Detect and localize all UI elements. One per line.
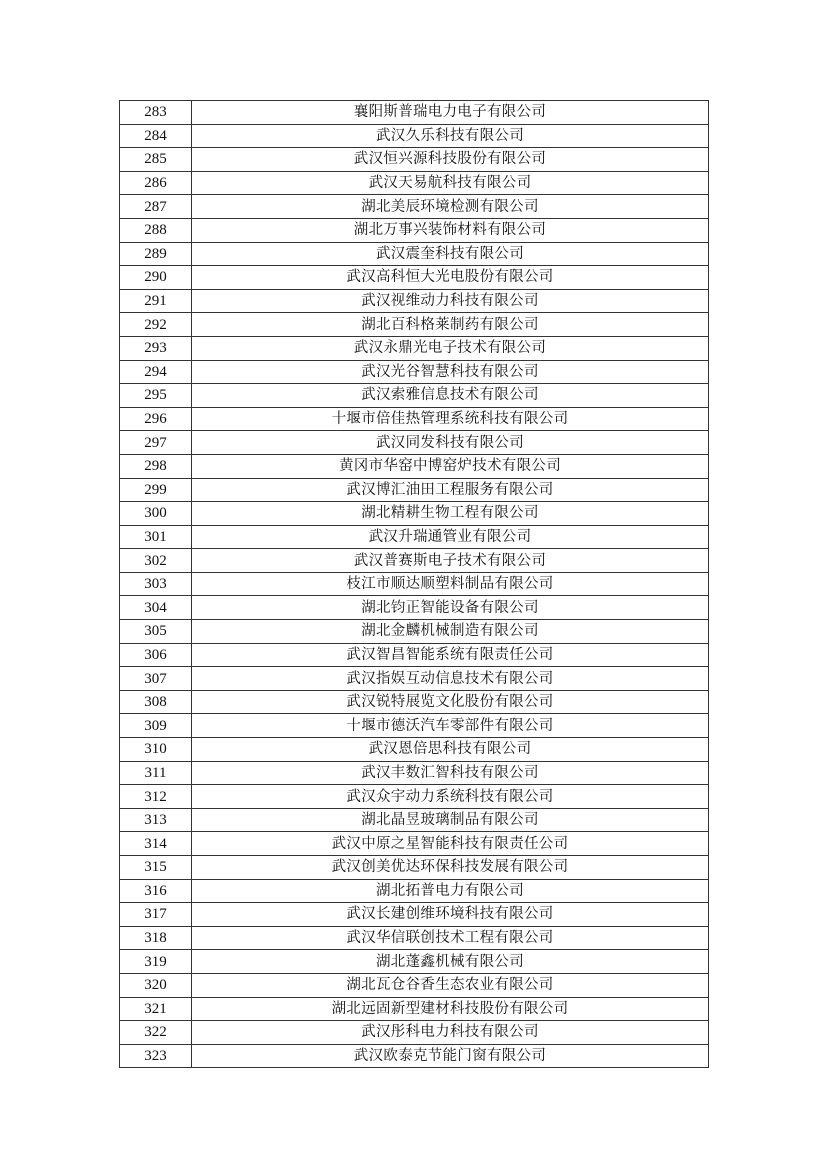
company-name: 武汉彤科电力科技有限公司 [192,1021,709,1045]
table-row [120,454,709,478]
row-number: 318 [120,926,192,950]
company-name: 湖北蓬鑫机械有限公司 [192,950,709,974]
table-row [120,903,709,927]
row-number: 295 [120,384,192,408]
table-row [120,101,709,125]
table-row [120,596,709,620]
table-row [120,808,709,832]
company-name: 武汉同发科技有限公司 [192,431,709,455]
table-row [120,336,709,360]
company-name: 武汉恒兴源科技股份有限公司 [192,148,709,172]
row-number: 308 [120,690,192,714]
row-number: 287 [120,195,192,219]
row-number: 310 [120,738,192,762]
table-row [120,266,709,290]
row-number: 314 [120,832,192,856]
table-row [120,195,709,219]
row-number: 284 [120,124,192,148]
table-row [120,313,709,337]
company-list-body [120,101,709,1068]
company-name: 武汉升瑞通管业有限公司 [192,525,709,549]
table-row [120,478,709,502]
company-name: 武汉索雅信息技术有限公司 [192,384,709,408]
company-name: 武汉恩倍思科技有限公司 [192,738,709,762]
table-row [120,171,709,195]
table-row [120,690,709,714]
table-row [120,785,709,809]
table-row [120,879,709,903]
row-number: 294 [120,360,192,384]
company-name: 湖北美辰环境检测有限公司 [192,195,709,219]
company-name: 湖北精耕生物工程有限公司 [192,502,709,526]
company-name: 武汉天易航科技有限公司 [192,171,709,195]
company-name: 武汉欧泰克节能门窗有限公司 [192,1044,709,1068]
table-row [120,643,709,667]
table-row [120,714,709,738]
company-list-table [119,100,709,1068]
company-name: 武汉普赛斯电子技术有限公司 [192,549,709,573]
company-name: 武汉指娱互动信息技术有限公司 [192,667,709,691]
company-name: 武汉博汇油田工程服务有限公司 [192,478,709,502]
row-number: 298 [120,454,192,478]
table-row [120,1021,709,1045]
row-number: 316 [120,879,192,903]
company-name: 武汉丰数汇智科技有限公司 [192,761,709,785]
table-row [120,572,709,596]
company-name: 武汉智昌智能系统有限责任公司 [192,643,709,667]
company-name: 武汉华信联创技术工程有限公司 [192,926,709,950]
row-number: 311 [120,761,192,785]
table-row [120,926,709,950]
row-number: 288 [120,218,192,242]
company-name: 十堰市德沃汽车零部件有限公司 [192,714,709,738]
table-row [120,407,709,431]
row-number: 286 [120,171,192,195]
table-row [120,148,709,172]
table-row [120,124,709,148]
row-number: 299 [120,478,192,502]
company-name: 湖北晶昱玻璃制品有限公司 [192,808,709,832]
table-row [120,1044,709,1068]
row-number: 323 [120,1044,192,1068]
row-number: 321 [120,997,192,1021]
row-number: 293 [120,336,192,360]
row-number: 305 [120,620,192,644]
company-name: 武汉创美优达环保科技发展有限公司 [192,856,709,880]
company-name: 武汉永鼎光电子技术有限公司 [192,336,709,360]
table-row [120,549,709,573]
row-number: 300 [120,502,192,526]
company-name: 武汉锐特展览文化股份有限公司 [192,690,709,714]
row-number: 309 [120,714,192,738]
row-number: 322 [120,1021,192,1045]
company-name: 湖北钧正智能设备有限公司 [192,596,709,620]
table-row [120,667,709,691]
table-row [120,218,709,242]
company-name: 湖北金麟机械制造有限公司 [192,620,709,644]
row-number: 297 [120,431,192,455]
row-number: 291 [120,289,192,313]
row-number: 285 [120,148,192,172]
company-name: 武汉震奎科技有限公司 [192,242,709,266]
row-number: 312 [120,785,192,809]
row-number: 306 [120,643,192,667]
row-number: 304 [120,596,192,620]
table-row [120,856,709,880]
company-name: 襄阳斯普瑞电力电子有限公司 [192,101,709,125]
row-number: 319 [120,950,192,974]
table-row [120,973,709,997]
row-number: 313 [120,808,192,832]
row-number: 303 [120,572,192,596]
company-name: 武汉光谷智慧科技有限公司 [192,360,709,384]
company-name: 黄冈市华窑中博窑炉技术有限公司 [192,454,709,478]
company-name: 湖北万事兴装饰材料有限公司 [192,218,709,242]
row-number: 296 [120,407,192,431]
table-row [120,360,709,384]
row-number: 317 [120,903,192,927]
table-row [120,950,709,974]
table-row [120,242,709,266]
company-name: 武汉长建创维环境科技有限公司 [192,903,709,927]
company-name: 武汉久乐科技有限公司 [192,124,709,148]
row-number: 302 [120,549,192,573]
row-number: 315 [120,856,192,880]
row-number: 283 [120,101,192,125]
company-name: 湖北百科格莱制药有限公司 [192,313,709,337]
company-name: 武汉高科恒大光电股份有限公司 [192,266,709,290]
table-row [120,620,709,644]
row-number: 320 [120,973,192,997]
table-row [120,431,709,455]
company-name: 武汉众宇动力系统科技有限公司 [192,785,709,809]
table-row [120,761,709,785]
company-name: 武汉中原之星智能科技有限责任公司 [192,832,709,856]
company-name: 武汉视维动力科技有限公司 [192,289,709,313]
table-row [120,832,709,856]
company-name: 十堰市倍佳热管理系统科技有限公司 [192,407,709,431]
row-number: 307 [120,667,192,691]
company-name: 湖北瓦仓谷香生态农业有限公司 [192,973,709,997]
table-row [120,525,709,549]
company-name: 枝江市顺达顺塑料制品有限公司 [192,572,709,596]
table-row [120,502,709,526]
company-name: 湖北远固新型建材科技股份有限公司 [192,997,709,1021]
table-row [120,738,709,762]
table-row [120,289,709,313]
row-number: 289 [120,242,192,266]
row-number: 292 [120,313,192,337]
company-name: 湖北拓普电力有限公司 [192,879,709,903]
row-number: 301 [120,525,192,549]
table-row [120,997,709,1021]
table-row [120,384,709,408]
row-number: 290 [120,266,192,290]
